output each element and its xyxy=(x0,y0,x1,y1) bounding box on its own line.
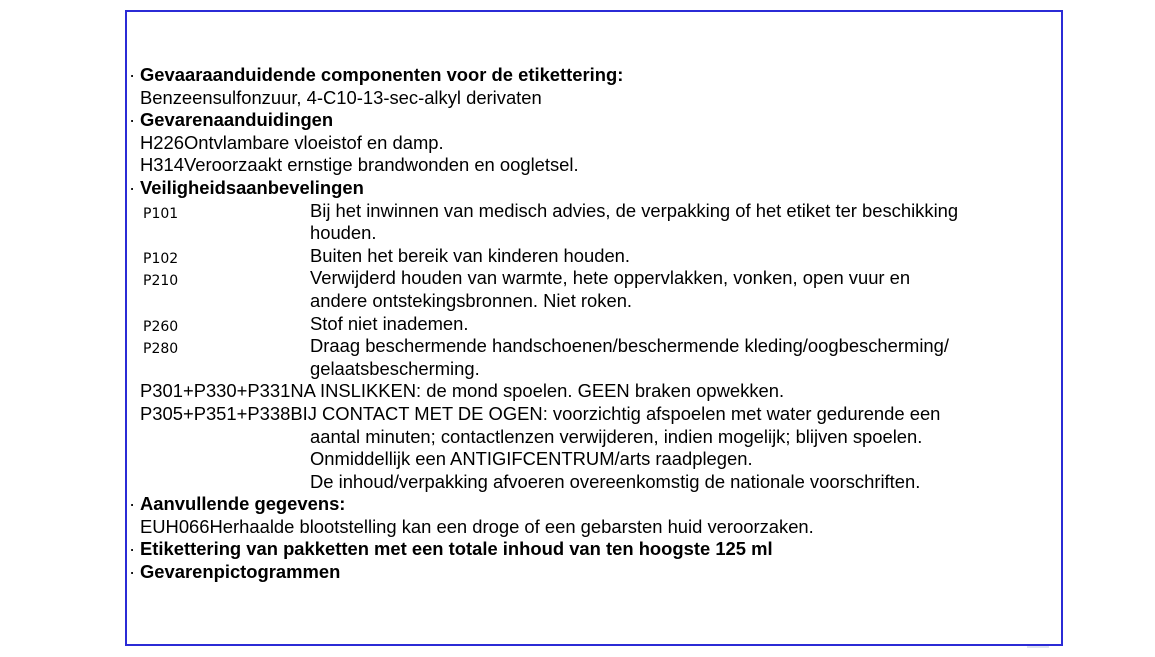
precautions-heading: Veiligheidsaanbevelingen xyxy=(140,176,364,198)
components-heading: Gevaaraanduidende componenten voor de etikettering: xyxy=(140,64,624,85)
precaution-text: Stof niet inademen. xyxy=(310,312,469,334)
bullet: · xyxy=(129,176,136,198)
hazard-statement-row xyxy=(128,154,1048,177)
precaution-text: andere ontstekingsbronnen. Niet roken. xyxy=(310,289,633,311)
precaution-text: houden. xyxy=(310,222,377,244)
precaution-text: Bij het inwinnen van medisch advies, de verpakking of het etiket ter beschikking xyxy=(310,199,959,221)
frame-corner-mark xyxy=(1027,646,1049,648)
components-text-row xyxy=(128,87,1048,110)
precaution-text: aantal minuten; contactlenzen verwijderen, indien mogelijk; blijven spoelen. xyxy=(310,425,923,447)
components-heading-row xyxy=(128,64,1048,87)
precaution-combo: P305+P351+P338BIJ CONTACT MET DE OGEN: voorzichtig afspoelen met water gedurende een xyxy=(140,402,941,424)
bullet: · xyxy=(129,64,136,85)
precaution-code: P101 xyxy=(143,205,179,222)
additional-text-row xyxy=(128,516,1048,539)
precaution-item xyxy=(128,245,1048,268)
additional-heading-row xyxy=(128,493,1048,516)
precaution-text: Onmiddellijk een ANTIGIFCENTRUM/arts raadplegen. xyxy=(310,448,753,470)
additional-heading: Aanvullende gegevens: xyxy=(140,493,346,515)
precaution-combo: P301+P330+P331NA INSLIKKEN: de mond spoelen. GEEN braken opwekken. xyxy=(140,380,785,402)
bullet: · xyxy=(129,538,136,560)
hazard-statement-row xyxy=(128,132,1048,155)
packaging-heading: Etikettering van pakketten met een totale inhoud van ten hoogste 125 ml xyxy=(140,538,773,560)
precaution-item xyxy=(128,335,1048,380)
pictograms-heading-row xyxy=(128,561,1048,584)
precaution-text: Draag beschermende handschoenen/beschermende kleding/oogbescherming/ xyxy=(310,335,949,357)
hazard-statement: H226Ontvlambare vloeistof en damp. xyxy=(140,131,444,153)
packaging-heading-row xyxy=(128,538,1048,561)
precaution-text: gelaatsbescherming. xyxy=(310,357,480,379)
precaution-code: P102 xyxy=(143,250,179,267)
precautions-heading-row xyxy=(128,177,1048,200)
hazard-statement: H314Veroorzaakt ernstige brandwonden en oogletsel. xyxy=(140,154,579,176)
precaution-item xyxy=(128,200,1048,245)
precaution-combo-row xyxy=(128,403,1048,426)
precaution-item xyxy=(128,313,1048,336)
hazards-heading: Gevarenaanduidingen xyxy=(140,109,334,131)
precaution-item xyxy=(128,267,1048,312)
precaution-code: P210 xyxy=(143,273,179,290)
components-text: Benzeensulfonzuur, 4-C10-13-sec-alkyl derivaten xyxy=(140,86,542,108)
hazards-heading-row xyxy=(128,109,1048,132)
label-section xyxy=(128,64,1048,584)
bullet: · xyxy=(129,109,136,131)
additional-text: EUH066Herhaalde blootstelling kan een droge of een gebarsten huid veroorzaken. xyxy=(140,515,814,537)
bullet: · xyxy=(129,493,136,515)
precaution-text: Buiten het bereik van kinderen houden. xyxy=(310,244,631,266)
precaution-code: P280 xyxy=(143,341,179,358)
precaution-code: P260 xyxy=(143,318,179,335)
precaution-text: De inhoud/verpakking afvoeren overeenkomstig de nationale voorschriften. xyxy=(310,470,921,492)
bullet: · xyxy=(129,561,136,583)
pictograms-heading: Gevarenpictogrammen xyxy=(140,561,341,583)
precaution-continuation xyxy=(128,426,1048,494)
precaution-text: Verwijderd houden van warmte, hete oppervlakken, vonken, open vuur en xyxy=(310,267,911,289)
precaution-combo-row xyxy=(128,380,1048,403)
